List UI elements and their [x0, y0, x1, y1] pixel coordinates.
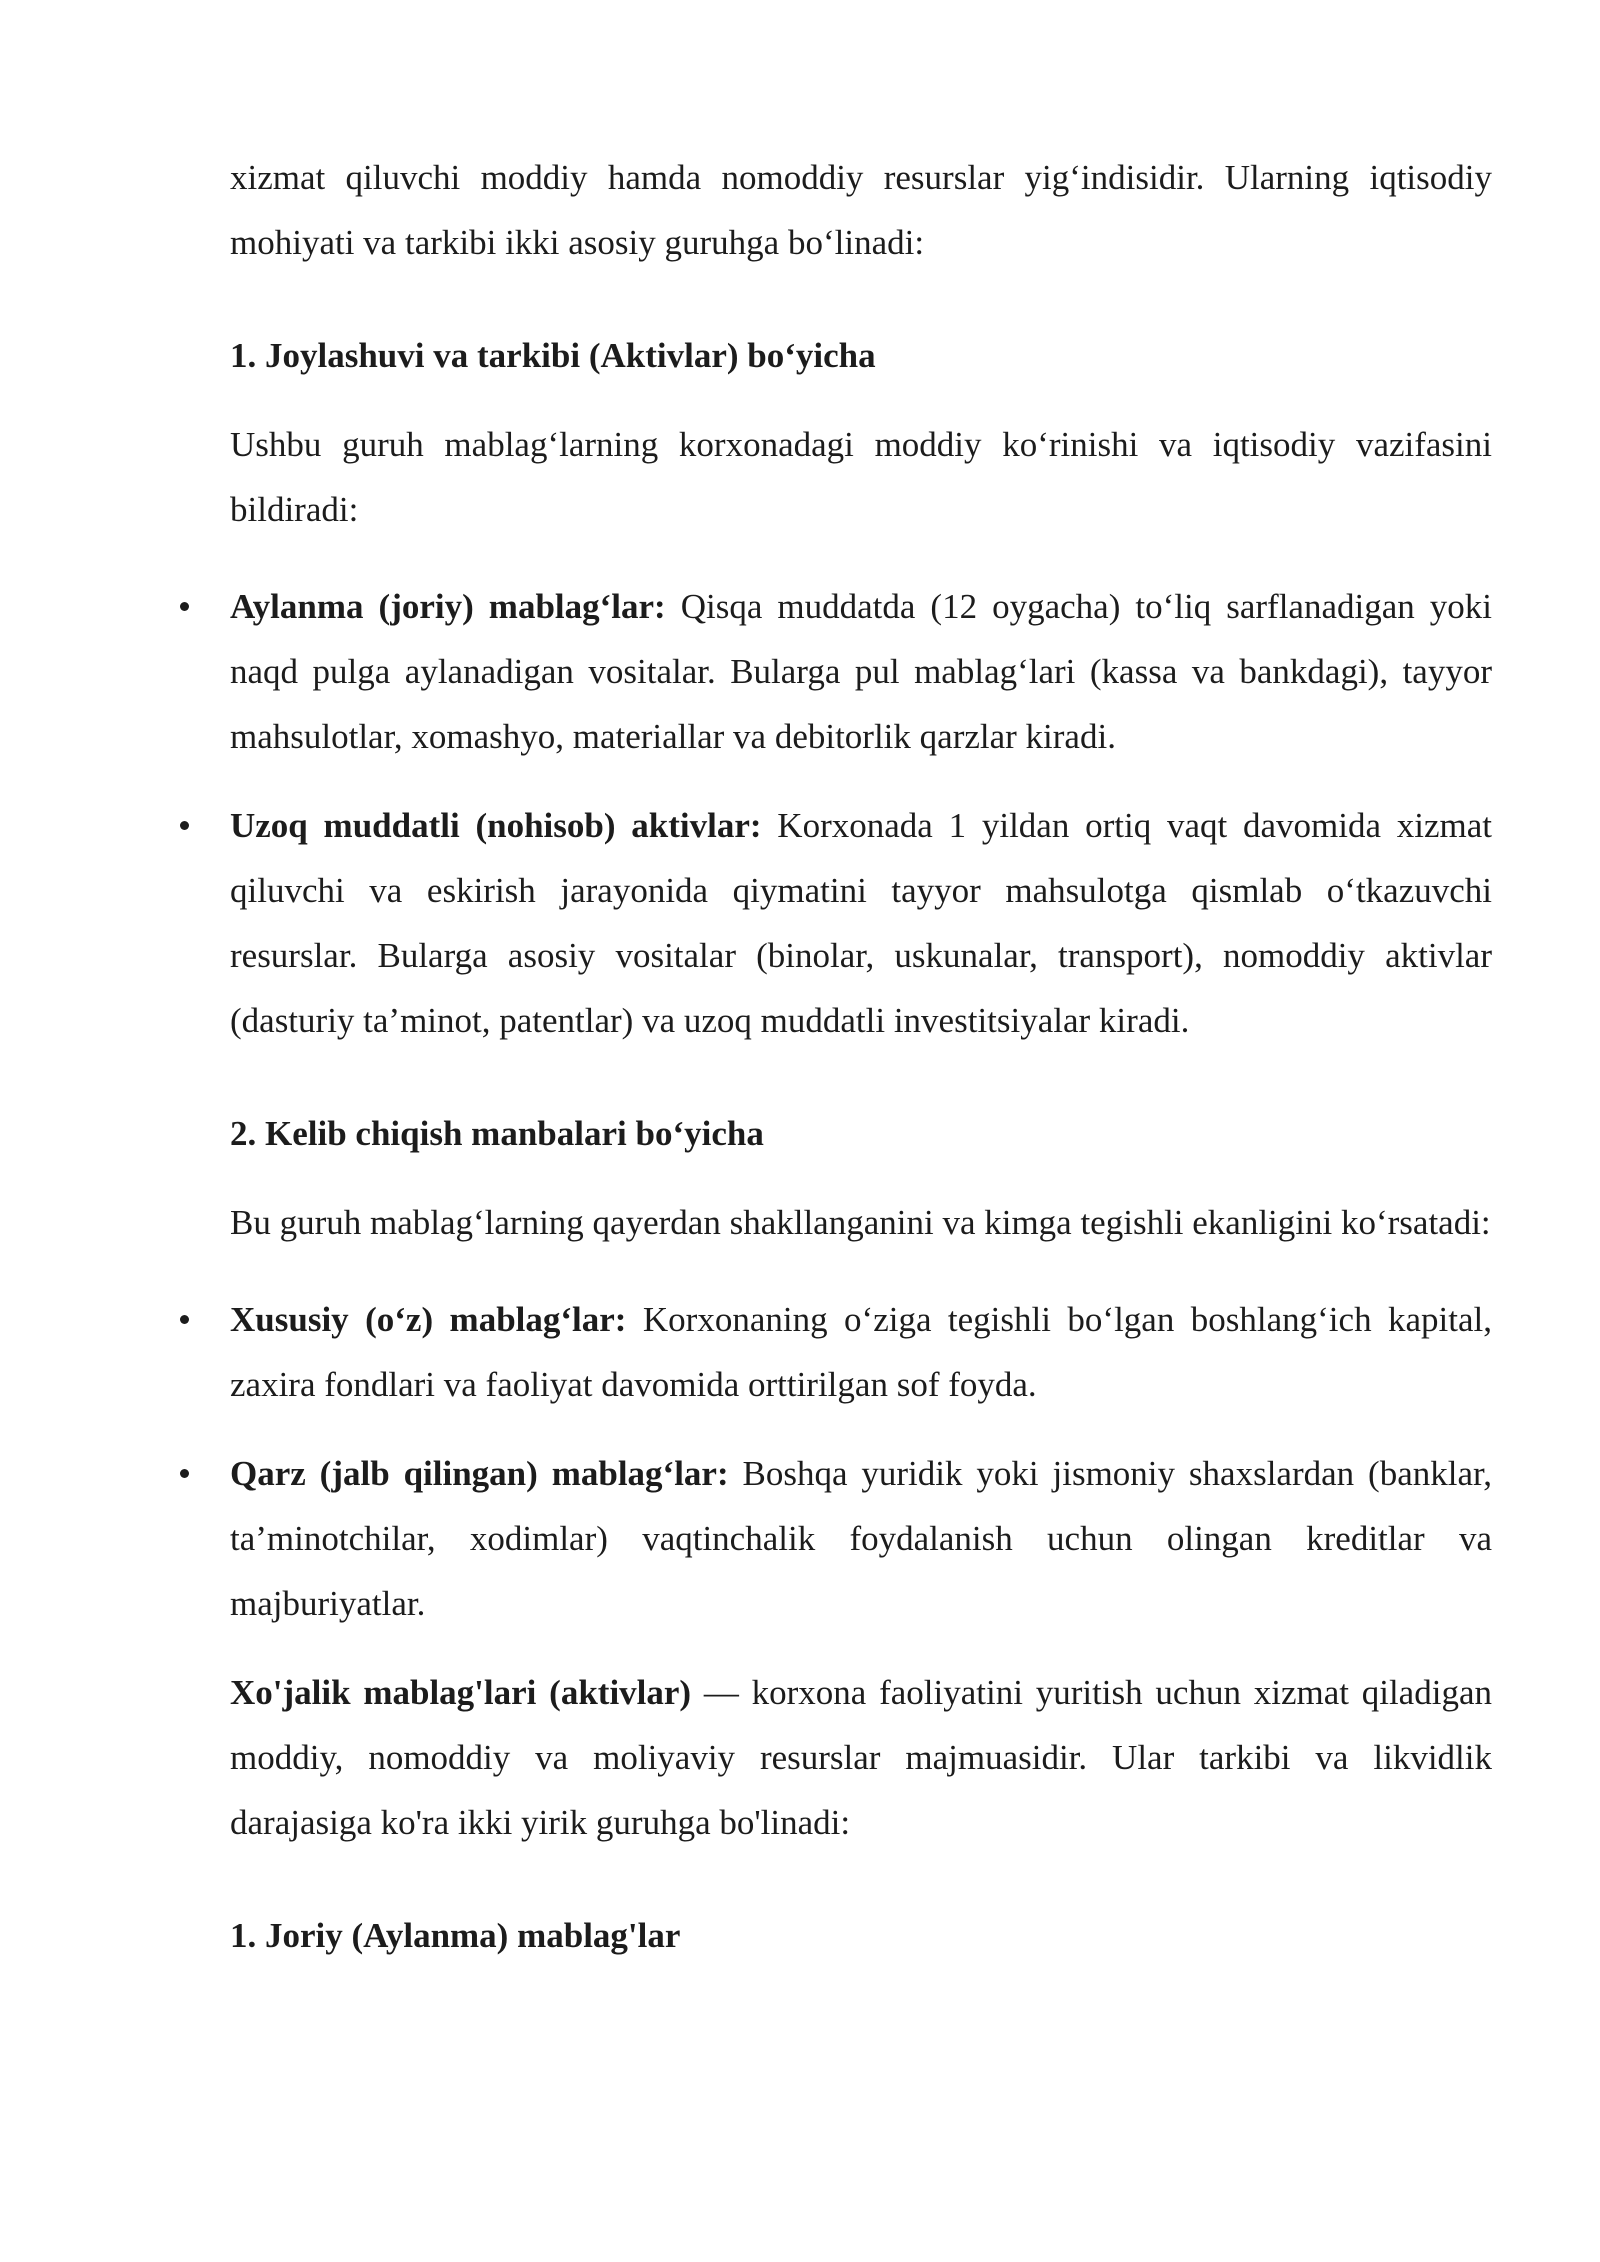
section-heading-assets: 1. Joylashuvi va tarkibi (Aktivlar) bo‘yicha [230, 336, 876, 375]
bullet-icon [180, 602, 189, 611]
list-item [230, 1287, 1492, 1417]
bullet-icon [180, 1315, 189, 1324]
sources-list [230, 1287, 1492, 1636]
list-item-body: Korxonaning o‘ziga tegishli bo‘lgan boshlang‘ich kapital, zaxira fondlari va faoliyat davomida orttirilgan sof foyda. [230, 1300, 1492, 1404]
assets-list [230, 574, 1492, 1053]
list-item [230, 574, 1492, 769]
list-item-body: Qisqa muddatda (12 oygacha) to‘liq sarflanadigan yoki naqd pulga aylanadigan vositalar. Bularga pul mablag‘lari (kassa va bankdagi), tayyor mahsulotlar, xomashyo, materiallar va debitorlik qarzlar kiradi. [230, 587, 1492, 756]
definition-body: — korxona faoliyatini yuritish uchun xizmat qiladigan moddiy, nomoddiy va moliyaviy resurslar majmuasidir. Ular tarkibi va likvidlik darajasiga ko'ra ikki yirik guruhga bo'linadi: [230, 1673, 1492, 1842]
section-description-assets: Ushbu guruh mablag‘larning korxonadagi moddiy ko‘rinishi va iqtisodiy vazifasini bildiradi: [230, 425, 1492, 529]
definition-paragraph [230, 1660, 1492, 1855]
list-item-text [230, 1287, 1492, 1417]
bullet-icon [180, 821, 189, 830]
list-item-text [230, 1441, 1492, 1636]
list-item-term: Xususiy (o‘z) mablag‘lar: [230, 1300, 627, 1339]
list-item-term: Qarz (jalb qilingan) mablag‘lar: [230, 1454, 729, 1493]
section-description-sources: Bu guruh mablag‘larning qayerdan shakllanganini va kimga tegishli ekanligini ko‘rsatadi: [230, 1203, 1491, 1242]
list-item-text [230, 574, 1492, 769]
section-heading-sources: 2. Kelib chiqish manbalari bo‘yicha [230, 1114, 764, 1153]
intro-paragraph: xizmat qiluvchi moddiy hamda nomoddiy resurslar yig‘indisidir. Ularning iqtisodiy mohiyati va tarkibi ikki asosiy guruhga bo‘linadi: [230, 158, 1492, 262]
bullet-icon [180, 1469, 189, 1478]
list-item-term: Aylanma (joriy) mablag‘lar: [230, 587, 666, 626]
list-item [230, 1441, 1492, 1636]
list-item [230, 793, 1492, 1053]
document-page [230, 145, 1492, 1968]
list-item-body: Boshqa yuridik yoki jismoniy shaxslardan (banklar, ta’minotchilar, xodimlar) vaqtinchalik foydalanish uchun olingan kreditlar va majburiyatlar. [230, 1454, 1492, 1623]
list-item-term: Uzoq muddatli (nohisob) aktivlar: [230, 806, 762, 845]
definition-term: Xo'jalik mablag'lari (aktivlar) [230, 1673, 692, 1712]
section-heading-current-assets: 1. Joriy (Aylanma) mablag'lar [230, 1916, 681, 1955]
list-item-body: Korxonada 1 yildan ortiq vaqt davomida xizmat qiluvchi va eskirish jarayonida qiymatini tayyor mahsulotga qismlab o‘tkazuvchi resurslar. Bularga asosiy vositalar (binolar, uskunalar, transport), nomoddiy aktivlar (dasturiy ta’minot, patentlar) va uzoq muddatli investitsiyalar kiradi. [230, 806, 1493, 1040]
list-item-text [230, 793, 1492, 1053]
